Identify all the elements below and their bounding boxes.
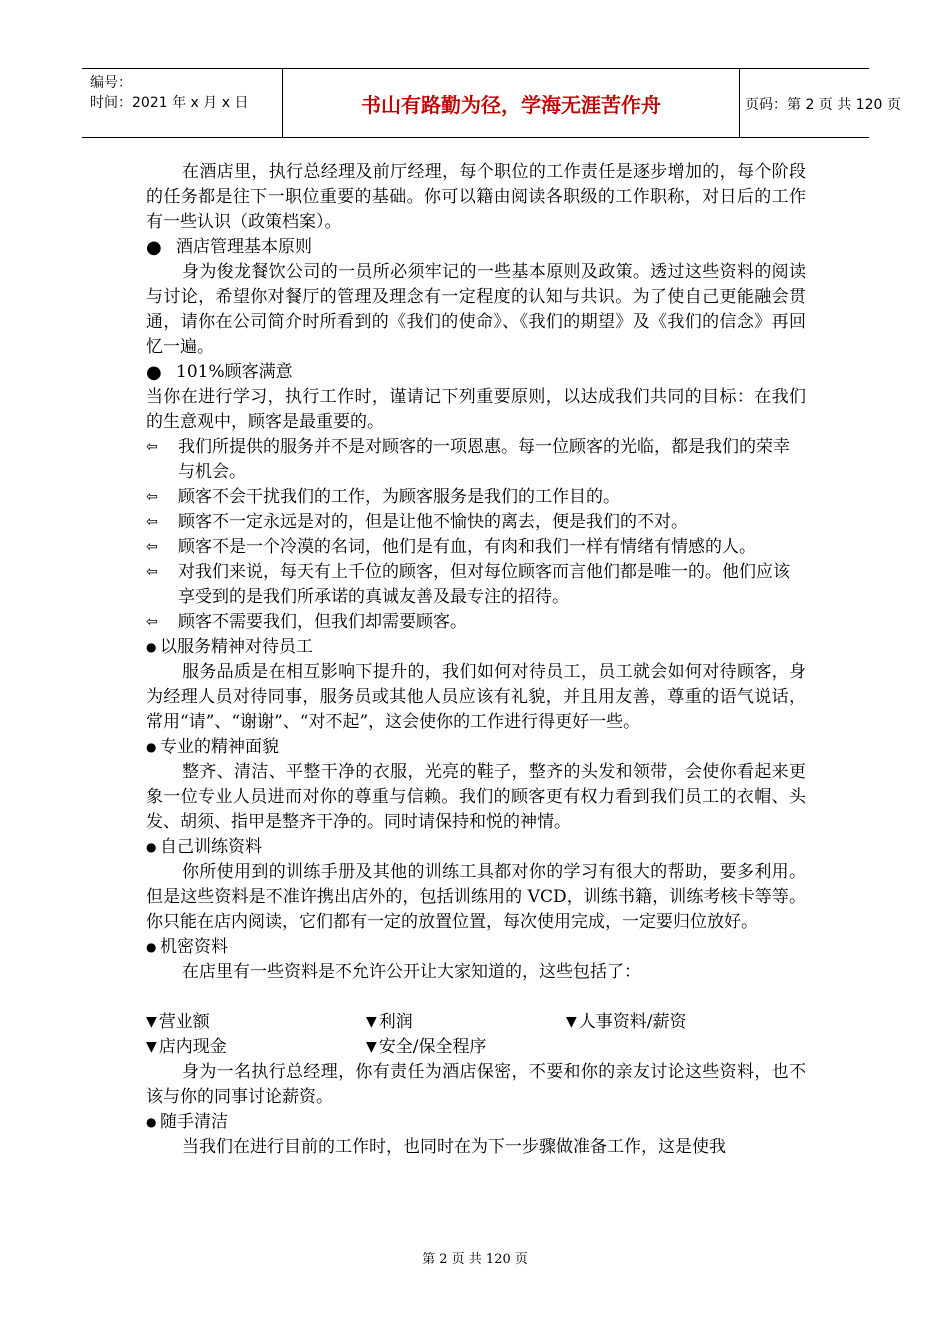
- page-footer: 第 2 页 共 120 页: [422, 1252, 528, 1267]
- bullet-icon: ●: [146, 840, 157, 854]
- confidential-item-label: 利润: [378, 1012, 413, 1032]
- list-item-text: 顾客不需要我们，但我们却需要顾客。: [178, 612, 467, 632]
- triangle-down-icon: ▼: [146, 1039, 157, 1055]
- section-title-satisfaction: 101%顾客满意: [176, 362, 293, 382]
- cleaning-paragraph: 当我们在进行目前的工作时，也同时在为下一步骤做准备工作，这是使我: [182, 1137, 726, 1157]
- list-item: [146, 510, 806, 535]
- header-left-cell: [82, 69, 282, 137]
- bullet-icon: ●: [146, 362, 162, 383]
- confidential-item: [366, 1010, 566, 1035]
- list-item: [146, 485, 806, 510]
- confidential-item: [146, 1010, 366, 1035]
- appearance-paragraph: 整齐、清洁、平整干净的衣服，光亮的鞋子，整齐的头发和领带，会使你看起来更象一位专业人员进而对你的尊重与信赖。我们的顾客更有权力看到我们员工的衣帽、头发、胡须、指甲是整齐干净的。同时请保持和悦的神情。: [146, 762, 806, 832]
- confidential-paragraph: 在店里有一些资料是不允许公开让大家知道的，这些包括了：: [182, 962, 641, 982]
- arrow-left-icon: ⇦: [146, 514, 158, 530]
- intro-paragraph: 在酒店里，执行总经理及前厅经理，每个职位的工作责任是逐步增加的，每个阶段的任务都是往下一职位重要的基础。你可以籍由阅读各职级的工作职称，对日后的工作有一些认识（政策档案）。: [146, 162, 806, 232]
- section-title-cleaning: 随手清洁: [160, 1112, 228, 1132]
- confidential-paragraph-2: 身为一名执行总经理，你有责任为酒店保密，不要和你的亲友讨论这些资料，也不该与你的同事讨论薪资。: [146, 1062, 806, 1107]
- bullet-icon: ●: [146, 740, 157, 754]
- header-motto: 书山有路勤为径，学海无涯苦作舟: [361, 93, 661, 117]
- confidential-item: [366, 1035, 566, 1060]
- triangle-down-icon: ▼: [366, 1039, 377, 1055]
- bullet-icon: ●: [146, 1115, 157, 1129]
- document-body: [146, 160, 806, 1160]
- section-title-training: 自己训练资料: [160, 837, 262, 857]
- triangle-down-icon: ▼: [366, 1014, 377, 1030]
- section-heading: [146, 935, 806, 960]
- confidential-item: [146, 1035, 366, 1060]
- confidential-items-row: [146, 1010, 806, 1035]
- section-title-appearance: 专业的精神面貌: [160, 737, 279, 757]
- list-item: [146, 610, 806, 635]
- bullet-icon: ●: [146, 237, 162, 258]
- list-item-text: 顾客不是一个冷漠的名词，他们是有血，有肉和我们一样有情绪有情感的人。: [178, 537, 756, 557]
- section-heading: [146, 735, 806, 760]
- arrow-left-icon: ⇦: [146, 564, 158, 580]
- spacer: [146, 985, 806, 1010]
- section-title-staff: 以服务精神对待员工: [160, 637, 313, 657]
- section-heading: [146, 1110, 806, 1135]
- list-item-text: 对我们来说，每天有上千位的顾客，但对每位顾客而言他们都是唯一的。他们应该享受到的是我们所承诺的真诚友善及最专注的招待。: [178, 562, 790, 607]
- confidential-item-label: 安全/保全程序: [378, 1037, 487, 1057]
- list-item: [146, 435, 806, 485]
- document-number-label: 编号：: [90, 75, 132, 91]
- section-heading: [146, 235, 806, 260]
- triangle-down-icon: ▼: [146, 1014, 157, 1030]
- confidential-item-label: 营业额: [158, 1012, 210, 1032]
- header-page-info: 页码：第 2 页 共 120 页: [745, 97, 901, 113]
- satisfaction-paragraph: 当你在进行学习，执行工作时，谨请记下列重要原则，以达成我们共同的目标：在我们的生意观中，顾客是最重要的。: [146, 387, 806, 432]
- document-header: [82, 68, 901, 138]
- section-heading: [146, 360, 806, 385]
- confidential-item-label: 人事资料/薪资: [578, 1012, 687, 1032]
- arrow-left-icon: ⇦: [146, 539, 158, 555]
- arrow-left-icon: ⇦: [146, 614, 158, 630]
- list-item: [146, 560, 806, 610]
- arrow-left-icon: ⇦: [146, 489, 158, 505]
- confidential-item-label: 店内现金: [158, 1037, 227, 1057]
- bullet-icon: ●: [146, 940, 157, 954]
- arrow-left-icon: ⇦: [146, 439, 158, 455]
- confidential-item: [566, 1010, 806, 1035]
- triangle-down-icon: ▼: [566, 1014, 577, 1030]
- section-heading: [146, 835, 806, 860]
- section-heading: [146, 635, 806, 660]
- bullet-icon: ●: [146, 640, 157, 654]
- header-middle-cell: [282, 69, 740, 137]
- list-item-text: 顾客不一定永远是对的，但是让他不愉快的离去，便是我们的不对。: [178, 512, 688, 532]
- document-date-label: 时间：2021 年 x 月 x 日: [90, 95, 249, 111]
- list-item-text: 我们所提供的服务并不是对顾客的一项恩惠。每一位顾客的光临，都是我们的荣幸与机会。: [178, 437, 790, 482]
- principles-paragraph: 身为俊龙餐饮公司的一员所必须牢记的一些基本原则及政策。透过这些资料的阅读与讨论，希望你对餐厅的管理及理念有一定程度的认知与共识。为了使自己更能融会贯通，请你在公司简介时所看到的《我们的使命》、《我们的期望》及《我们的信念》再回忆一遍。: [146, 262, 806, 357]
- staff-paragraph: 服务品质是在相互影响下提升的，我们如何对待员工，员工就会如何对待顾客，身为经理人员对待同事，服务员或其他人员应该有礼貌，并且用友善，尊重的语气说话，常用“请”、“谢谢”、“对不起”，这会使你的工作进行得更好一些。: [146, 662, 806, 732]
- header-right-cell: [739, 69, 901, 137]
- section-title-confidential: 机密资料: [160, 937, 228, 957]
- training-paragraph: 你所使用到的训练手册及其他的训练工具都对你的学习有很大的帮助，要多利用。但是这些资料是不准许携出店外的，包括训练用的 VCD，训练书籍，训练考核卡等等。你只能在店内阅读，它们都有一定的放置位置，每次使用完成，一定要归位放好。: [146, 862, 806, 932]
- confidential-items-row: [146, 1035, 806, 1060]
- list-item-text: 顾客不会干扰我们的工作，为顾客服务是我们的工作目的。: [178, 487, 620, 507]
- list-item: [146, 535, 806, 560]
- section-title-principles: 酒店管理基本原则: [176, 237, 312, 257]
